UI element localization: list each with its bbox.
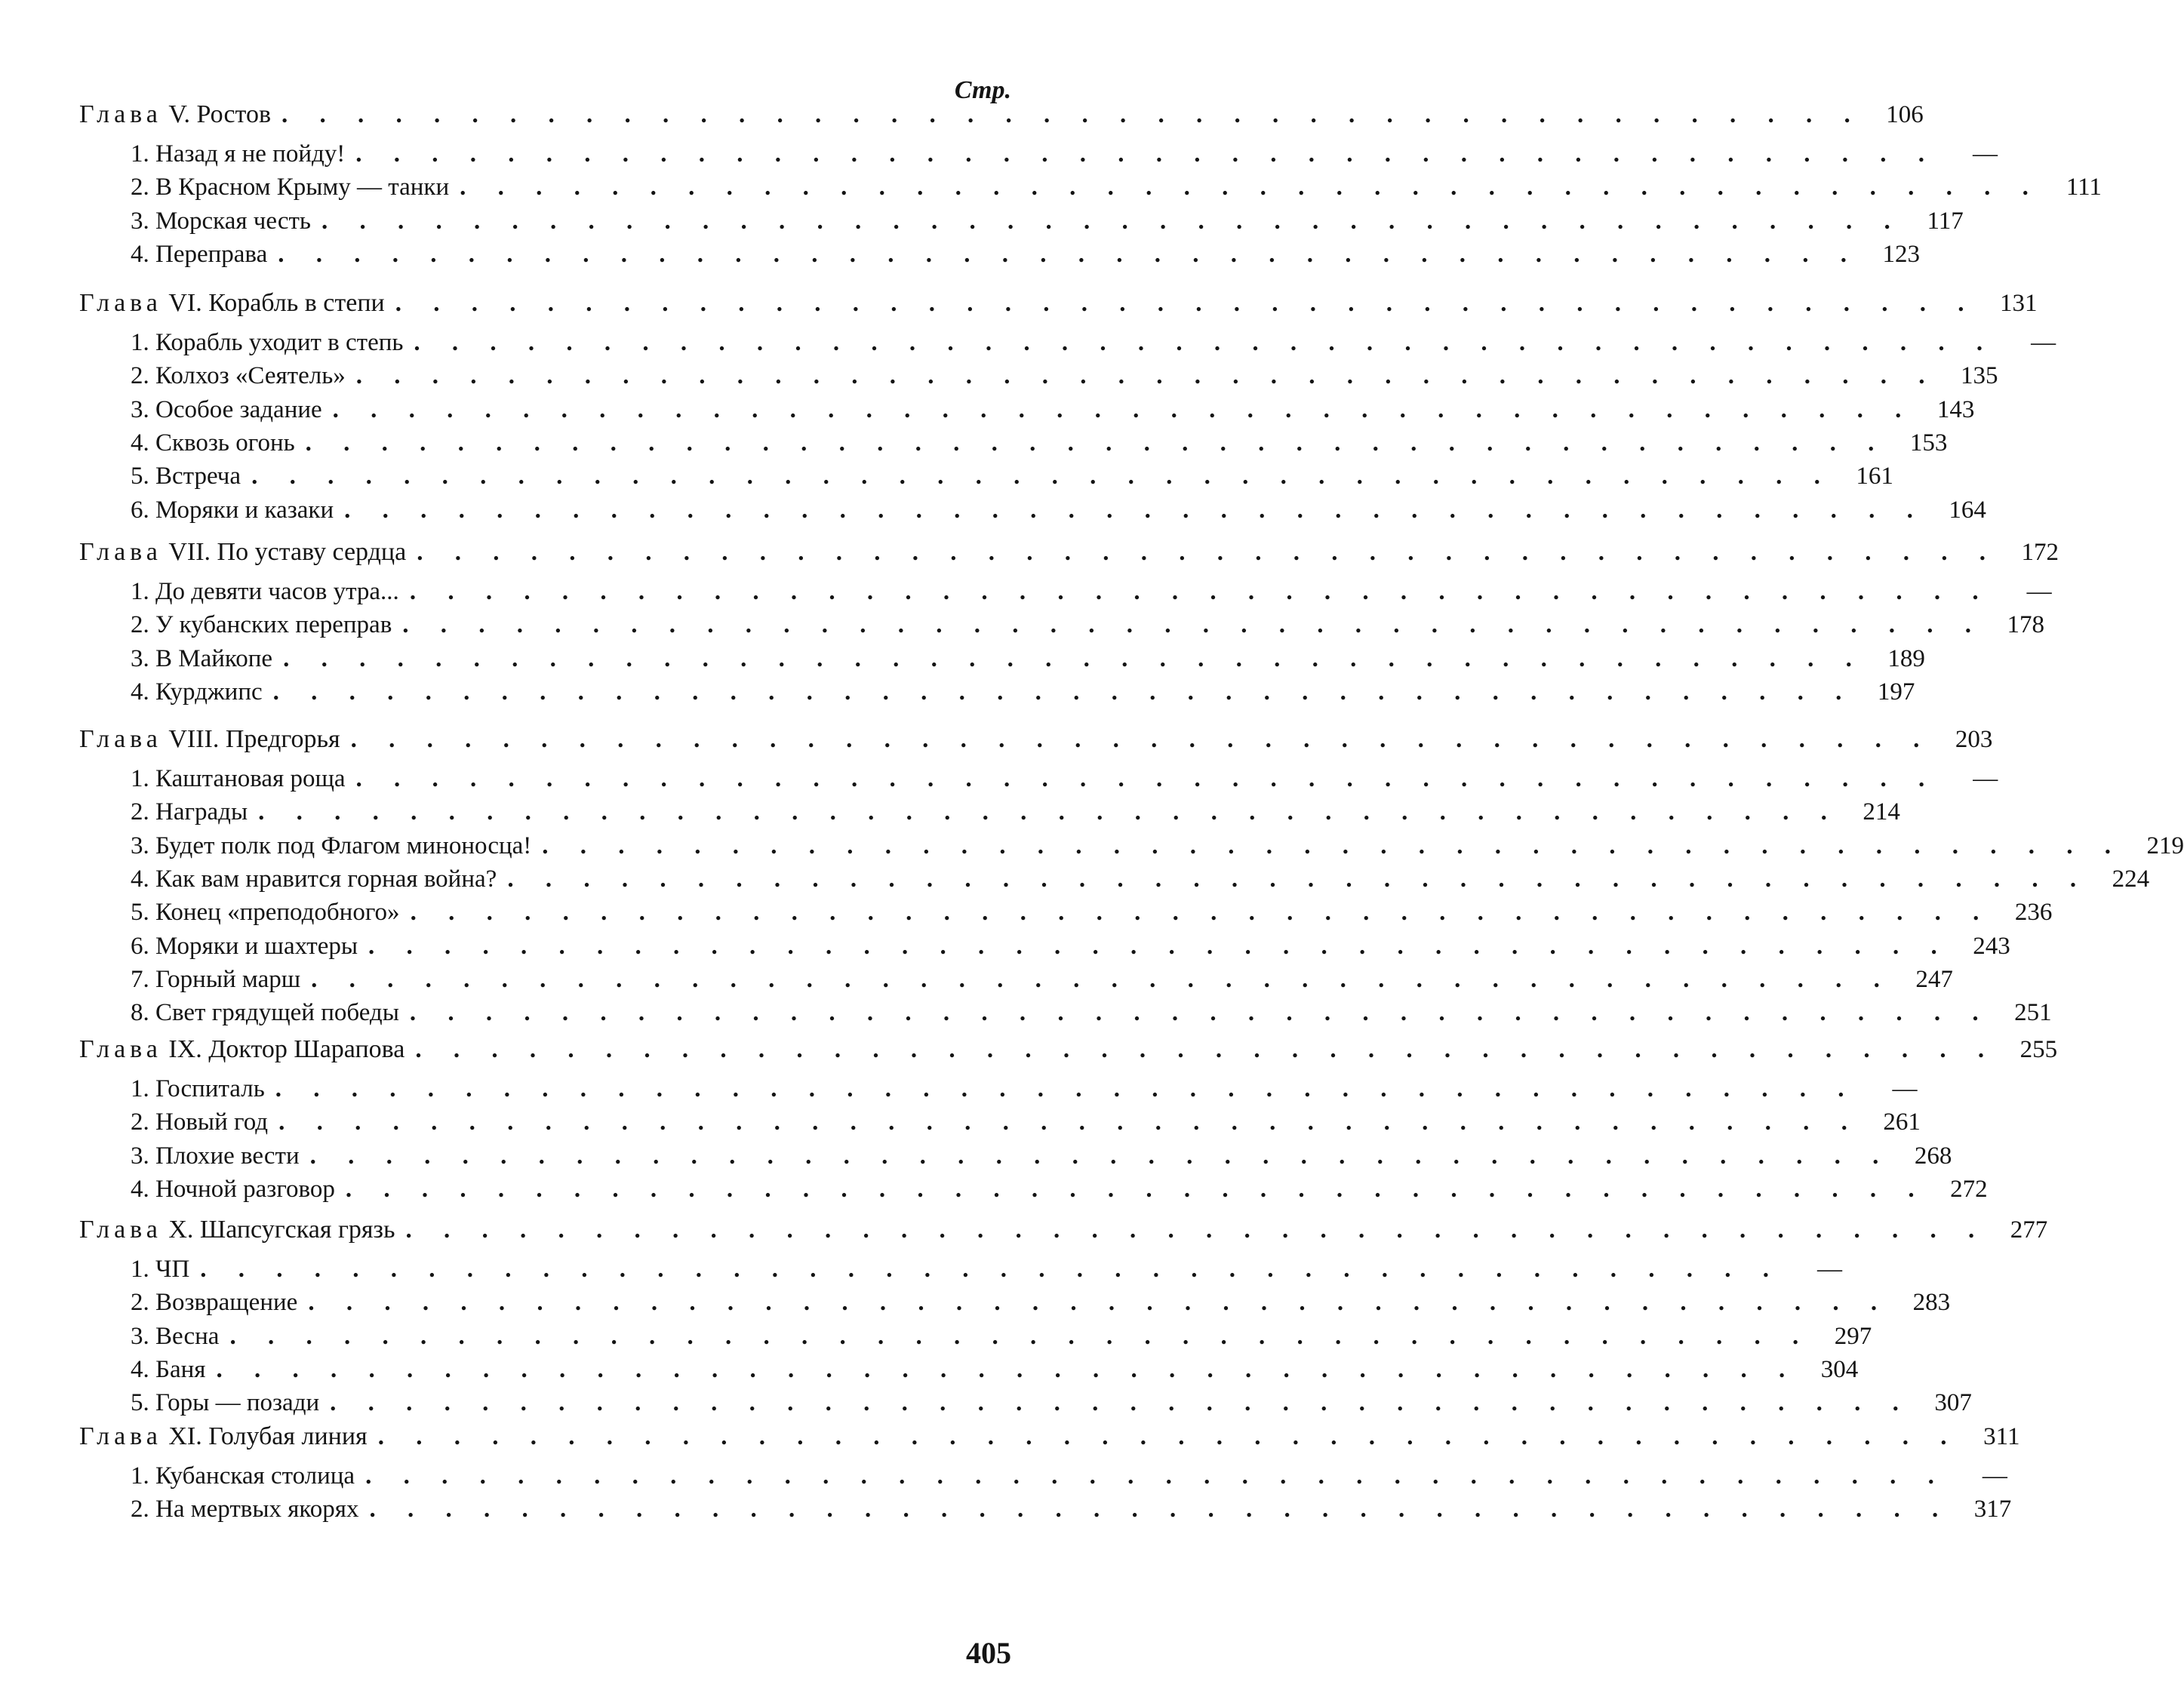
toc-section-row bbox=[131, 137, 1998, 171]
chapter-page: 311 bbox=[1983, 1423, 2020, 1450]
section-page: — bbox=[2031, 329, 2056, 356]
chapter-title bbox=[79, 287, 385, 320]
section-title: 2. Награды bbox=[131, 798, 248, 826]
section-page: 214 bbox=[1863, 798, 1900, 826]
section-title: 3. В Майкопе bbox=[131, 644, 273, 672]
dot-leader: . . . . . . . . . . . . . . . . . . . . . . . . . . . . . . . . . . . . . . . . . . bbox=[368, 932, 1950, 960]
toc-section-row bbox=[131, 493, 1986, 527]
chapter-prefix: Глава bbox=[79, 1216, 162, 1244]
dot-leader: . . . . . . . . . . . . . . . . . . . . . . . . . . . . . . . . . . . . . . . . . . bbox=[414, 329, 1996, 356]
section-title: 3. Весна bbox=[131, 1322, 220, 1350]
dot-leader: . . . . . . . . . . . . . . . . . . . . . . . . . . . . . . . . . . . . . . . . . . bbox=[542, 832, 2124, 859]
section-page: 143 bbox=[1936, 395, 1975, 423]
section-title: 4. Ночной разговор bbox=[131, 1175, 335, 1203]
toc-section-row bbox=[131, 829, 2184, 862]
chapter-prefix: Глава bbox=[79, 100, 162, 128]
toc-section-row bbox=[131, 675, 1915, 709]
toc-section-row bbox=[131, 1173, 1988, 1206]
dot-leader: . . . . . . . . . . . . . . . . . . . . . . . . . . . . . . . . . . . . . . . . . . bbox=[417, 539, 1998, 566]
dot-leader: . . . . . . . . . . . . . . . . . . . . . . . . . . . . . . . . . . . . . . . . . . bbox=[410, 899, 1992, 927]
toc-section-row bbox=[131, 1072, 1918, 1105]
section-page: 304 bbox=[1820, 1355, 1859, 1383]
chapter-name: IX. Доктор Шарапова bbox=[168, 1035, 405, 1063]
dot-leader: . . . . . . . . . . . . . . . . . . . . . . . . . . . . . . . . . . . . . . . . . . bbox=[321, 207, 1903, 235]
section-title: 1. До девяти часов утра... bbox=[131, 578, 399, 605]
section-page: — bbox=[1892, 1075, 1918, 1102]
section-page: — bbox=[1973, 140, 1998, 168]
chapter-page: 255 bbox=[2019, 1036, 2058, 1063]
section-title: 4. Курджипс bbox=[131, 678, 263, 706]
dot-leader: . . . . . . . . . . . . . . . . . . . . . . . . . . . . . . . . . . . . . . . . . . bbox=[305, 429, 1887, 457]
chapter-prefix: Глава bbox=[79, 725, 162, 753]
toc-section-row bbox=[131, 930, 2010, 963]
section-title: 4. Переправа bbox=[131, 240, 268, 268]
section-page: 236 bbox=[2014, 899, 2053, 927]
dot-leader: . . . . . . . . . . . . . . . . . . . . . . . . . . . . . . . . . . . . . . . . . . bbox=[200, 1256, 1783, 1283]
section-title: 4. Сквозь огонь bbox=[131, 429, 295, 457]
section-page: 297 bbox=[1834, 1322, 1872, 1350]
section-title: 1. Корабль уходит в степь bbox=[131, 329, 404, 356]
toc-section-row bbox=[131, 326, 2056, 359]
dot-leader: . . . . . . . . . . . . . . . . . . . . . . . . . . . . . . . . . . . . . . . . . . bbox=[258, 798, 1840, 826]
dot-leader: . . . . . . . . . . . . . . . . . . . . . . . . . . . . . . . . . . . . . . . . . . bbox=[251, 463, 1833, 490]
section-page: 251 bbox=[2014, 999, 2052, 1027]
section-title: 1. ЧП bbox=[131, 1256, 190, 1283]
chapter-prefix: Глава bbox=[79, 1035, 162, 1063]
dot-leader: . . . . . . . . . . . . . . . . . . . . . . . . . . . . . . . . . . . . . . . . . . bbox=[216, 1355, 1798, 1383]
section-page: — bbox=[1982, 1462, 2007, 1490]
dot-leader: . . . . . . . . . . . . . . . . . . . . . . . . . . . . . . . . . . . . . . . . . . bbox=[332, 395, 1915, 423]
toc-chapter-row bbox=[79, 536, 2059, 569]
section-title: 1. Назад я не пойду! bbox=[131, 140, 346, 168]
toc-section-row bbox=[131, 1139, 1952, 1173]
dot-leader: . . . . . . . . . . . . . . . . . . . . . . . . . . . . . . . . . . . . . . . . . . bbox=[311, 965, 1893, 993]
toc-section-row bbox=[131, 575, 2052, 608]
section-page: 224 bbox=[2112, 865, 2150, 893]
toc-section-row bbox=[131, 460, 1893, 493]
toc-section-row bbox=[131, 238, 1920, 271]
section-page: 307 bbox=[1934, 1389, 1972, 1417]
section-page: 178 bbox=[2007, 611, 2045, 639]
dot-leader: . . . . . . . . . . . . . . . . . . . . . . . . . . . . . . . . . . . . . . . . . . bbox=[355, 140, 1938, 168]
chapter-page: 131 bbox=[1999, 290, 2038, 317]
section-title: 5. Конец «преподобного» bbox=[131, 899, 400, 927]
chapter-title bbox=[79, 723, 340, 756]
dot-leader: . . . . . . . . . . . . . . . . . . . . . . . . . . . . . . . . . . . . . . . . . . bbox=[365, 1462, 1947, 1490]
page-number: 405 bbox=[966, 1636, 1011, 1670]
toc-section-row bbox=[131, 762, 1998, 795]
chapter-page: 203 bbox=[1955, 726, 1993, 753]
section-title: 7. Горный марш bbox=[131, 965, 301, 993]
dot-leader: . . . . . . . . . . . . . . . . . . . . . . . . . . . . . . . . . . . . . . . . . . bbox=[229, 1322, 1812, 1350]
section-title: 3. Особое задание bbox=[131, 395, 322, 423]
toc-section-row bbox=[131, 1353, 1859, 1386]
toc-section-row bbox=[131, 862, 2150, 896]
dot-leader: . . . . . . . . . . . . . . . . . . . . . . . . . . . . . . . . . . . . . . . . . . bbox=[355, 765, 1938, 792]
toc-section-row bbox=[131, 171, 2102, 204]
section-title: 1. Кубанская столица bbox=[131, 1462, 355, 1490]
section-page: 135 bbox=[1961, 362, 1998, 390]
section-title: 5. Встреча bbox=[131, 463, 241, 490]
chapter-title bbox=[79, 536, 406, 569]
dot-leader: . . . . . . . . . . . . . . . . . . . . . . . . . . . . . . . . . . . . . . . . . . bbox=[281, 101, 1863, 128]
chapter-page: 106 bbox=[1886, 101, 1924, 128]
chapter-prefix: Глава bbox=[79, 1422, 162, 1450]
dot-leader: . . . . . . . . . . . . . . . . . . . . . . . . . . . . . . . . . . . . . . . . . . bbox=[330, 1389, 1912, 1417]
section-page: 189 bbox=[1887, 644, 1925, 672]
section-page: 272 bbox=[1950, 1175, 1988, 1203]
section-page: 268 bbox=[1914, 1142, 1952, 1170]
section-title: 6. Моряки и шахтеры bbox=[131, 932, 358, 960]
dot-leader: . . . . . . . . . . . . . . . . . . . . . . . . . . . . . . . . . . . . . . . . . . bbox=[309, 1142, 1892, 1170]
section-title: 2. Новый год bbox=[131, 1108, 269, 1136]
page-column-label: Стр. bbox=[954, 76, 1011, 104]
section-title: 3. Будет полк под Флагом миноносца! bbox=[131, 832, 532, 859]
chapter-page: 277 bbox=[2010, 1216, 2048, 1244]
toc-section-row bbox=[131, 996, 2052, 1029]
toc-section-row bbox=[131, 1105, 1921, 1139]
section-page: 117 bbox=[1927, 207, 1964, 235]
section-title: 6. Моряки и казаки bbox=[131, 496, 334, 524]
dot-leader: . . . . . . . . . . . . . . . . . . . . . . . . . . . . . . . . . . . . . . . . . . bbox=[278, 1108, 1860, 1136]
chapter-page: 172 bbox=[2021, 539, 2059, 566]
dot-leader: . . . . . . . . . . . . . . . . . . . . . . . . . . . . . . . . . . . . . . . . . . bbox=[355, 362, 1938, 390]
section-page: 317 bbox=[1973, 1496, 2012, 1523]
section-page: 247 bbox=[1915, 965, 1953, 993]
dot-leader: . . . . . . . . . . . . . . . . . . . . . . . . . . . . . . . . . . . . . . . . . . bbox=[272, 678, 1855, 706]
dot-leader: . . . . . . . . . . . . . . . . . . . . . . . . . . . . . . . . . . . . . . . . . . bbox=[409, 999, 1992, 1027]
section-title: 5. Горы — позади bbox=[131, 1389, 320, 1417]
section-page: 283 bbox=[1912, 1289, 1951, 1317]
section-title: 8. Свет грядущей победы bbox=[131, 999, 399, 1027]
section-page: — bbox=[1973, 765, 1998, 792]
toc-section-row bbox=[131, 393, 1975, 426]
toc-section-row bbox=[131, 896, 2053, 929]
chapter-title bbox=[79, 1033, 405, 1066]
section-page: 164 bbox=[1949, 496, 1986, 524]
section-page: 243 bbox=[1973, 932, 2010, 960]
section-page: 261 bbox=[1883, 1108, 1921, 1136]
dot-leader: . . . . . . . . . . . . . . . . . . . . . . . . . . . . . . . . . . . . . . . . . . bbox=[283, 644, 1865, 672]
toc-chapter-row bbox=[79, 1213, 2048, 1247]
dot-leader: . . . . . . . . . . . . . . . . . . . . . . . . . . . . . . . . . . . . . . . . . . bbox=[395, 290, 1977, 317]
chapter-name: VII. По уставу сердца bbox=[168, 538, 407, 566]
section-title: 2. Колхоз «Сеятель» bbox=[131, 362, 346, 390]
chapter-prefix: Глава bbox=[79, 538, 162, 566]
section-title: 1. Каштановая роща bbox=[131, 765, 346, 792]
toc-section-row bbox=[131, 642, 1925, 675]
chapter-name: X. Шапсугская грязь bbox=[168, 1216, 395, 1244]
toc-chapter-row bbox=[79, 1420, 2020, 1453]
toc-section-row bbox=[131, 1459, 2007, 1493]
section-title: 2. На мертвых якорях bbox=[131, 1496, 359, 1523]
chapter-name: VIII. Предгорья bbox=[168, 725, 340, 753]
dot-leader: . . . . . . . . . . . . . . . . . . . . . . . . . . . . . . . . . . . . . . . . . . bbox=[345, 1175, 1927, 1203]
toc-section-row bbox=[131, 963, 1953, 996]
section-title: 4. Как вам нравится горная война? bbox=[131, 865, 497, 893]
toc-section-row bbox=[131, 1286, 1951, 1319]
toc-section-row bbox=[131, 1493, 2012, 1526]
toc-chapter-row bbox=[79, 723, 1993, 756]
toc-section-row bbox=[131, 359, 1998, 392]
dot-leader: . . . . . . . . . . . . . . . . . . . . . . . . . . . . . . . . . . . . . . . . . . bbox=[405, 1216, 1988, 1244]
section-title: 1. Госпиталь bbox=[131, 1075, 265, 1102]
toc-chapter-row bbox=[79, 287, 2038, 320]
dot-leader: . . . . . . . . . . . . . . . . . . . . . . . . . . . . . . . . . . . . . . . . . . bbox=[377, 1423, 1960, 1450]
dot-leader: . . . . . . . . . . . . . . . . . . . . . . . . . . . . . . . . . . . . . . . . . . bbox=[278, 240, 1859, 268]
section-title: 2. В Красном Крыму — танки bbox=[131, 174, 450, 201]
section-page: 153 bbox=[1909, 429, 1948, 457]
section-title: 3. Плохие вести bbox=[131, 1142, 300, 1170]
dot-leader: . . . . . . . . . . . . . . . . . . . . . . . . . . . . . . . . . . . . . . . . . . bbox=[344, 496, 1926, 524]
section-page: 197 bbox=[1877, 678, 1915, 706]
dot-leader: . . . . . . . . . . . . . . . . . . . . . . . . . . . . . . . . . . . . . . . . . . bbox=[308, 1289, 1890, 1317]
section-title: 2. У кубанских переправ bbox=[131, 611, 392, 639]
chapter-name: XI. Голубая линия bbox=[168, 1422, 368, 1450]
section-page: — bbox=[1817, 1256, 1843, 1283]
chapter-title bbox=[79, 1420, 368, 1453]
chapter-prefix: Глава bbox=[79, 289, 162, 317]
dot-leader: . . . . . . . . . . . . . . . . . . . . . . . . . . . . . . . . . . . . . . . . . . bbox=[415, 1036, 1998, 1063]
section-title: 2. Возвращение bbox=[131, 1289, 298, 1317]
toc-section-row bbox=[131, 1386, 1972, 1419]
section-page: — bbox=[2026, 578, 2052, 605]
dot-leader: . . . . . . . . . . . . . . . . . . . . . . . . . . . . . . . . . . . . . . . . . . bbox=[460, 174, 2041, 201]
dot-leader: . . . . . . . . . . . . . . . . . . . . . . . . . . . . . . . . . . . . . . . . . . bbox=[402, 611, 1985, 639]
section-title: 4. Баня bbox=[131, 1355, 206, 1383]
section-page: 219 bbox=[2146, 832, 2184, 859]
section-page: 123 bbox=[1882, 240, 1920, 268]
section-page: 111 bbox=[2066, 174, 2102, 201]
chapter-title bbox=[79, 98, 271, 131]
dot-leader: . . . . . . . . . . . . . . . . . . . . . . . . . . . . . . . . . . . . . . . . . . bbox=[350, 726, 1933, 753]
chapter-name: V. Ростов bbox=[168, 100, 271, 128]
toc-section-row bbox=[131, 608, 2045, 641]
chapter-title bbox=[79, 1213, 395, 1247]
toc-section-row bbox=[131, 1320, 1872, 1353]
chapter-name: VI. Корабль в степи bbox=[168, 289, 385, 317]
dot-leader: . . . . . . . . . . . . . . . . . . . . . . . . . . . . . . . . . . . . . . . . . . bbox=[409, 578, 1992, 605]
dot-leader: . . . . . . . . . . . . . . . . . . . . . . . . . . . . . . . . . . . . . . . . . . bbox=[275, 1075, 1857, 1102]
toc-chapter-row bbox=[79, 1033, 2058, 1066]
toc-chapter-row bbox=[79, 98, 1924, 131]
section-page: 161 bbox=[1856, 463, 1893, 490]
dot-leader: . . . . . . . . . . . . . . . . . . . . . . . . . . . . . . . . . . . . . . . . . . bbox=[507, 865, 2090, 893]
toc-section-row bbox=[131, 795, 1900, 829]
toc-section-row bbox=[131, 1253, 1843, 1286]
section-title: 3. Морская честь bbox=[131, 207, 311, 235]
dot-leader: . . . . . . . . . . . . . . . . . . . . . . . . . . . . . . . . . . . . . . . . . . bbox=[369, 1496, 1952, 1523]
toc-section-row bbox=[131, 204, 1964, 238]
toc-section-row bbox=[131, 426, 1948, 460]
